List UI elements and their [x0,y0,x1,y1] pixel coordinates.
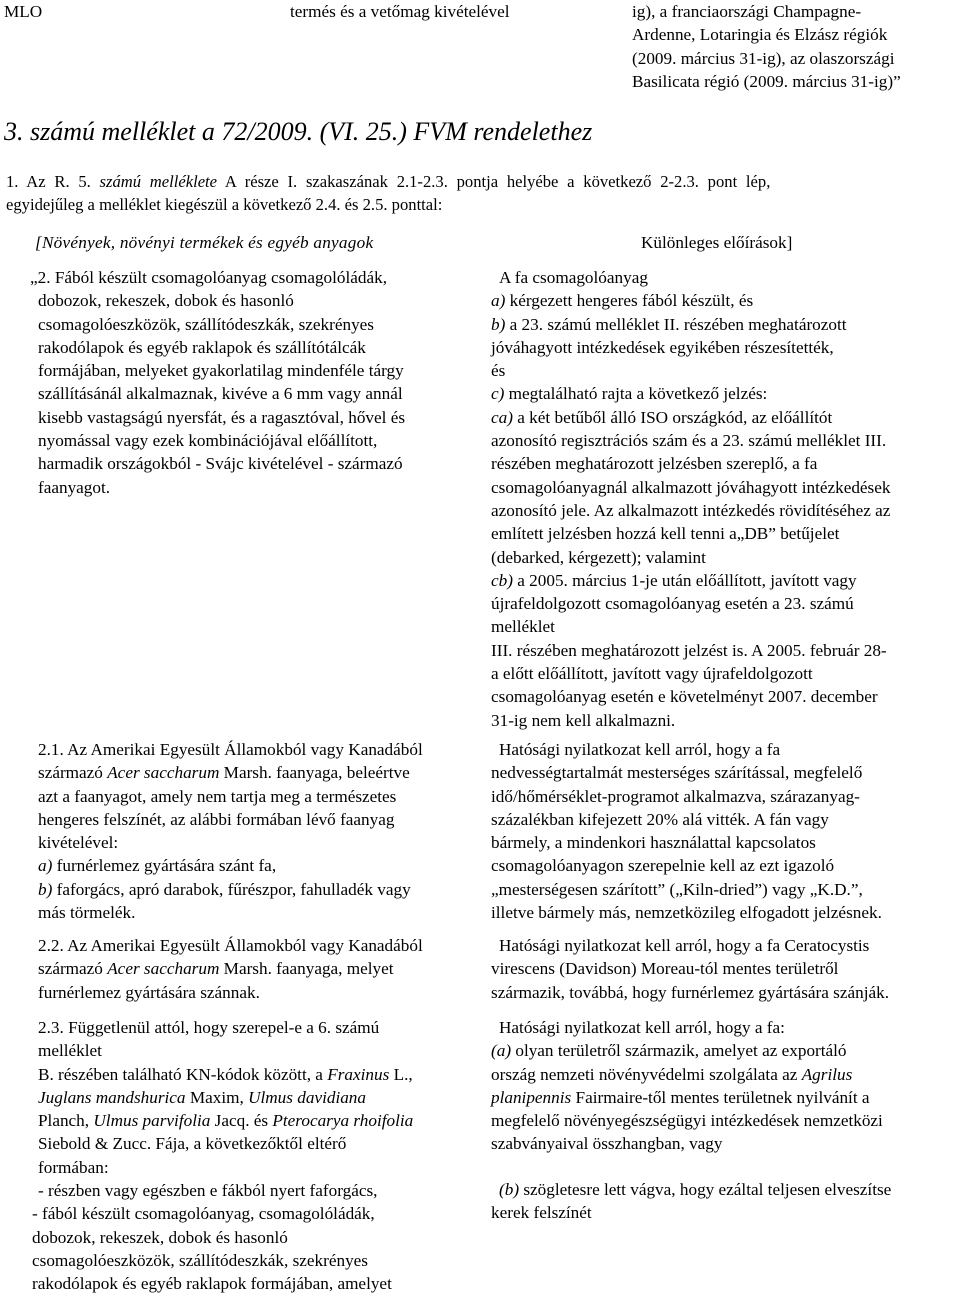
text-line [491,1086,891,1109]
text-line: azonosító jele. Az alkalmazott intézkedés rövidítéséhez az [491,500,891,520]
text-line [38,1109,413,1132]
text-line: jóváhagyott intézkedések egyikében részesítették, [491,337,834,357]
text-line [491,1178,891,1201]
section-2-2-plant-description [38,934,423,1004]
text-line: és [491,361,506,381]
item-marker: (b) [499,1179,520,1199]
text-line: idő/hőmérséklet-programot alkalmazva, szárazanyag- [491,786,860,806]
text-line: szállításánál alkalmaznak, kivéve a 6 mm vagy annál [38,384,403,404]
text-line: részében meghatározott jelzésben szereplő, a fa [491,454,818,474]
section-2-1-plant-description [38,738,423,924]
header-right-line: (2009. március 31-ig), az olaszországi [632,48,895,68]
text-line: - fából készült csomagolóanyag, csomagolóládák, [32,1204,375,1224]
item-text: a 23. számú melléklet II. részében meghatározott [505,314,847,334]
species-name: Acer saccharum [107,763,220,783]
text-line: azt a faanyagot, amely nem tartja meg a természetes [38,786,397,806]
species-name: Ulmus davidiana [248,1087,366,1107]
text-line: Siebold & Zucc. Fája, a következőktől eltérő [38,1134,347,1154]
text-line [491,406,890,429]
text-line [38,957,423,980]
text-line: (debarked, kérgezett); valamint [491,547,706,567]
text-line: kerek felszínét [491,1203,592,1223]
text-line: megfelelő növényegészségügyi intézkedések nemzetközi [491,1111,883,1131]
item-text: olyan területről származik, amelyet az exportáló [511,1041,847,1061]
text-line: melléklet [38,1041,102,1061]
text-line [38,854,423,877]
text-part: B. részében található KN-kódok között, a [38,1064,328,1084]
text-line [491,382,890,405]
text-line: A fa csomagolóanyag [499,268,648,287]
text-line: a előtt előállított, javított vagy újrafeldolgozott [491,664,813,684]
text-line: nedvességtartalmát mesterséges szárítással, megfelelő [491,763,863,783]
text-line: rakodólapok és egyéb raklapok formájában, amelyet [32,1274,392,1294]
text-line: azonosító regisztrációs szám és a 23. számú melléklet III. [491,431,887,451]
text-line: 2.3. Függetlenül attól, hogy szerepel-e a 6. számú [38,1018,380,1037]
section-2-2-requirements [491,934,889,1004]
text-line [491,1039,891,1062]
text-line: kivételével: [38,833,119,853]
item-marker: b) [491,314,506,334]
text-line: újrafeldolgozott csomagolóanyag esetén a 23. számú [491,594,854,614]
text-line [38,1086,413,1109]
text-line: harmadik országokból - Svájc kivételével - származó [38,454,403,474]
text-line: 2.2. Az Amerikai Egyesült Államokból vagy Kanadából [38,936,423,955]
section-2-3-plant-description [32,1016,414,1296]
left-column-heading: [Növények, növényi termékek és egyéb anyagok [35,233,374,252]
text-line: hengeres felszínét, az alábbi formában lévő faanyag [38,809,395,829]
text-line: - részben vagy egészben e fákból nyert faforgács, [38,1181,378,1201]
text-line: csomagolóeszközök, szállítódeszkák, szekrényes [32,1250,368,1270]
text-line [38,761,423,784]
intro-text-italic: számú melléklete [99,172,218,191]
text-line: formában: [38,1157,109,1177]
species-name: Juglans mandshurica [38,1087,186,1107]
species-name: Pterocarya rhoifolia [272,1111,414,1131]
text-line [491,313,890,336]
text-line: formájában, melyeket gyakorlatilag mindenféle tárgy [38,361,404,381]
text-part: Marsh. faanyaga, melyet [219,959,394,979]
intro-line-1 [6,170,956,193]
item-marker: b) [38,879,53,899]
item-marker: ca) [491,407,513,427]
text-line [491,1063,891,1086]
text-line: szabványaival összhangban, vagy [491,1134,723,1154]
text-part: Maxim, [185,1087,249,1107]
text-line: nyomással vagy ezek kombinációjával előállított, [38,431,378,451]
text-part: Planch, [38,1111,94,1131]
text-line: virescens (Davidson) Moreau-tól mentes területről [491,959,839,979]
text-line: más törmelék. [38,903,136,923]
text-line: Hatósági nyilatkozat kell arról, hogy a fa [499,740,781,759]
item-marker: a) [491,291,506,311]
text-line [38,878,423,901]
section-2-requirements [491,266,890,732]
text-line: csomagolóanyag esetén e követelményt 2007. december [491,687,878,707]
text-line: csomagolóanyagon szerepelnie kell az ezt igazoló [491,856,835,876]
species-name: Agrilus [801,1064,853,1084]
header-right-line: ig), a franciaországi Champagne- [632,2,862,21]
text-line: dobozok, rekeszek, dobok és hasonló [38,291,294,311]
species-name: Acer saccharum [107,959,220,979]
text-line: említett jelzésben hozzá kell tenni a„DB” betűjelet [491,524,840,544]
text-line: 31-ig nem kell alkalmazni. [491,710,676,730]
item-text: furnérlemez gyártására szánt fa, [52,856,277,876]
species-name: Ulmus parvifolia [93,1111,211,1131]
header-left: MLO [4,2,43,21]
item-marker: (a) [491,1041,512,1061]
page-title: 3. számú melléklet a 72/2009. (VI. 25.) FVM rendelethez [4,117,593,146]
text-part: származó [38,959,108,979]
header-right-line: Ardenne, Lotaringia és Elzász régiók [632,25,888,45]
right-column-heading: Különleges előírások] [641,233,793,252]
text-line [38,1063,413,1086]
text-line: illetve bármely más, nemzetközileg elfogadott jelzésnek. [491,903,882,923]
item-text: kérgezett hengeres fából készült, és [505,291,754,311]
header-right-line: Basilicata régió (2009. március 31-ig)” [632,71,901,91]
text-line: csomagolóanyagnál alkalmazott jóváhagyott intézkedések [491,477,891,497]
text-line: származik, továbbá, hogy furnérlemez gyártására szánják. [491,982,889,1002]
text-line: „2. Fából készült csomagolóanyag csomagolóládák, [30,268,388,287]
header-center: termés és a vetőmag kivételével [290,2,510,21]
text-line [491,569,890,592]
text-part: Jacq. és [210,1111,273,1131]
text-line: III. részében meghatározott jelzést is. A 2005. február 28- [491,640,887,660]
item-marker: a) [38,856,53,876]
intro-line-2: egyidejűleg a melléklet kiegészül a következő 2.4. és 2.5. ponttal: [6,195,443,214]
text-line: rakodólapok és egyéb raklapok és szállítótálcák [38,337,366,357]
item-marker: cb) [491,570,513,590]
text-line: kisebb vastagságú nyersfát, és a ragasztóval, hővel és [38,407,406,427]
text-part: Marsh. faanyaga, beleértve [219,763,410,783]
intro-paragraph [6,170,956,216]
text-line [491,289,890,312]
text-line: Hatósági nyilatkozat kell arról, hogy a fa Ceratocystis [499,936,870,955]
item-text: a 2005. március 1-je után előállított, javított vagy [512,570,857,590]
species-name: planipennis [491,1087,572,1107]
text-line: „mesterségesen szárított” („Kiln-dried”) vagy „K.D.”, [491,879,863,899]
text-line: dobozok, rekeszek, dobok és hasonló [32,1227,288,1247]
item-text: a két betűből álló ISO országkód, az előállítót [512,407,833,427]
section-2-plant-description [30,266,405,499]
header-right [632,0,901,93]
text-line: bármely, a mindenkori használattal kapcsolatos [491,833,816,853]
text-line: százalékban kifejezett 20% alá vitték. A fán vagy [491,809,829,829]
item-marker: c) [491,384,505,404]
text-line: furnérlemez gyártására szánnak. [38,982,260,1002]
intro-text: 1. Az R. 5. [6,172,100,191]
item-text: szögletesre lett vágva, hogy ezáltal teljesen elveszítse [519,1179,892,1199]
text-line: Hatósági nyilatkozat kell arról, hogy a fa: [499,1018,785,1037]
text-part: származó [38,763,108,783]
item-text: megtalálható rajta a következő jelzés: [504,384,768,404]
text-line: 2.1. Az Amerikai Egyesült Államokból vagy Kanadából [38,740,423,759]
species-name: Fraxinus [327,1064,390,1084]
text-line: melléklet [491,617,555,637]
item-text: faforgács, apró darabok, fűrészpor, fahulladék vagy [52,879,411,899]
section-2-3-requirements [491,1016,891,1224]
text-line: faanyagot. [38,477,111,497]
section-2-1-requirements [491,738,882,924]
text-line: csomagolóeszközök, szállítódeszkák, szekrényes [38,314,374,334]
text-part: ország nemzeti növényvédelmi szolgálata az [491,1064,802,1084]
text-part: L., [389,1064,413,1084]
text-part: Fairmaire-től mentes területnek nyilvánít a [571,1087,870,1107]
intro-text: A része I. szakaszának 2.1-2.3. pontja helyébe a következő 2-2.3. pont lép, [217,172,771,191]
